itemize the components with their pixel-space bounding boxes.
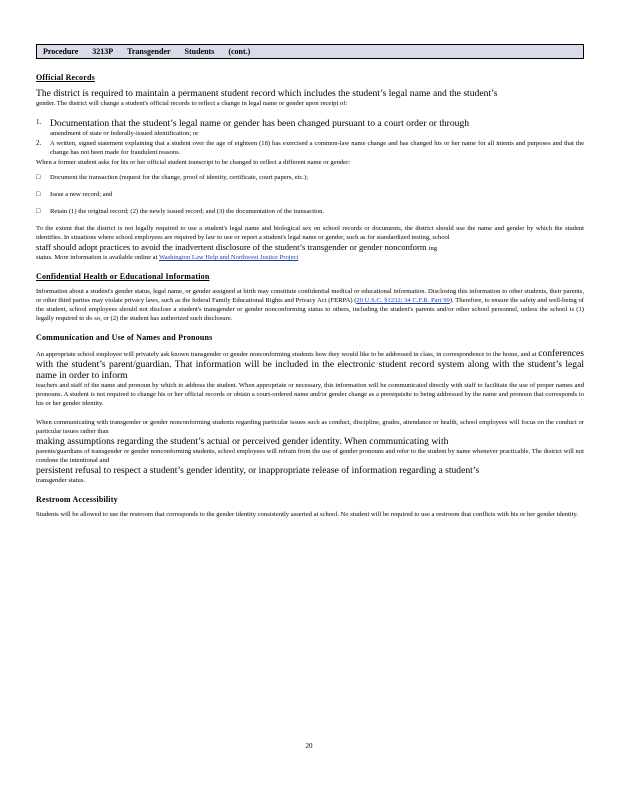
bullet-text: Issue a new record; and bbox=[50, 191, 113, 198]
header-word2: Students bbox=[184, 47, 215, 56]
communication-p2 bbox=[36, 418, 584, 436]
communication-p1-big: conferences with the student’s parent/guardian. That information will be included in the electronic student record system along with the student’s legal name in order to inform bbox=[36, 348, 584, 381]
communication-p2-small: When communicating with transgender or gender nonconforming students regarding particular issues such as conduct, discipline, grades, attendance or health, school employees will focus on the conduct or particular issues rather than bbox=[36, 419, 584, 435]
records-item-1 bbox=[36, 118, 584, 138]
heading-restroom: Restroom Accessibility bbox=[36, 495, 118, 504]
confidential-body-post: ). Therefore, to ensure the safety and well-being of the student, school employees should not disclose a student's transgender or gender nonconforming status to others, including the student's parents and/or other school personnel, unless the school is (1) legally required to do so, or (2) the student has authorized such disclosure. bbox=[36, 297, 584, 322]
records-item-1-small: amendment of state or federally-issued identification; or bbox=[50, 130, 199, 137]
communication-p1-small2: teachers and staff of the name and pronoun by which to address the student. When appropriate or necessary, this information will be communicated directly with staff to facilitate the use of proper names and pronouns. A student is not required to change his or her official records or obtain a court-ordered name and/or gender change as a prerequisite to being addressed by the name and pronoun that corresponds to his or her gender identity. bbox=[36, 382, 584, 407]
records-item-2 bbox=[36, 139, 584, 157]
restroom-body: Students will be allowed to use the restroom that corresponds to the gender identity consistently asserted at school. No student will be required to use a restroom that conflicts with his or her gender identity. bbox=[36, 511, 578, 518]
communication-p2-big: making assumptions regarding the student’s actual or perceived gender identity. When communicating with bbox=[36, 436, 449, 447]
bullet-item bbox=[36, 207, 584, 216]
header-procedure: Procedure bbox=[43, 47, 79, 56]
transcript-request-text: When a former student asks for his or her official student transcript to be changed to reflect a different name or gender: bbox=[36, 159, 351, 166]
page-number: 20 bbox=[305, 742, 313, 750]
confidential-body-pre: Information about a student's gender status, legal name, or gender assigned at birth may constitute confidential medical or educational information. Disclosing this information to other students, their parents, or other third parties may violate privacy laws, such as the federal Family Educational Rights and Privacy Act (FERPA) ( bbox=[36, 288, 584, 304]
washington-law-help-link[interactable]: Washington Law Help and Northwest Justice Project bbox=[158, 254, 299, 261]
records-item-1-big: Documentation that the student’s legal name or gender has been changed pursuant to a court order or through bbox=[50, 118, 470, 129]
records-intro-small: gender. The district will change a student's official records to reflect a change in legal name or gender upon receipt of: bbox=[36, 100, 348, 107]
bullet-text: Document the transaction (request for the change, proof of identity, certificate, court papers, etc.); bbox=[50, 174, 309, 181]
heading-official-records: Official Records bbox=[36, 73, 95, 82]
section-communication bbox=[36, 333, 584, 485]
communication-p1-small: An appropriate school employee will privately ask known transgender or gender nonconforming students how they would like to be addressed in class, in correspondence to the home, and at bbox=[36, 351, 537, 358]
section-official-records bbox=[36, 73, 584, 262]
records-extent-tail: ing bbox=[428, 245, 438, 252]
communication-p2-small2: parents/guardians of transgender or gender nonconforming students, school employees will refrain from the use of gender pronouns and refer to the student by name whenever practicable. The district will not condone the intentional and bbox=[36, 448, 584, 464]
records-item-2-small: A written, signed statement explaining that a student over the age of eighteen (18) has exercised a common-law name change and has changed his or her name for all intents and purposes and that the change has not been made for fraudulent reasons. bbox=[50, 140, 584, 156]
communication-p2-small3: transgender status. bbox=[36, 477, 86, 484]
header-word1: Transgender bbox=[127, 47, 171, 56]
records-status-text: status. More information is available online at bbox=[36, 254, 158, 261]
ferpa-citation-link[interactable]: 20 U.S.C. §1232; 34 C.F.R. Part 99 bbox=[356, 297, 450, 304]
heading-confidential: Confidential Health or Educational Information bbox=[36, 272, 210, 281]
document-page bbox=[36, 44, 584, 519]
records-extent-small: To the extent that the district is not legally required to use a student's legal name and biological sex on school records or documents, the district should use the name and gender by which the student identifies. In situations where school employees are required by law to use or report a student's legal name or gender, such as for standardized testing, school bbox=[36, 225, 584, 241]
records-item-2-number: 2. bbox=[36, 139, 42, 147]
records-extent-line bbox=[36, 242, 584, 253]
section-restroom bbox=[36, 495, 584, 519]
checkbox-icon: □ bbox=[36, 190, 41, 198]
checkbox-icon: □ bbox=[36, 173, 41, 181]
records-intro-big: The district is required to maintain a permanent student record which includes the student’s legal name and the student’s bbox=[36, 88, 498, 99]
records-status-line bbox=[36, 253, 584, 262]
bullet-item bbox=[36, 173, 584, 182]
communication-p1 bbox=[36, 348, 584, 381]
header-cont: (cont.) bbox=[228, 47, 251, 56]
transcript-bullet-list bbox=[36, 173, 584, 216]
communication-p2-big2: persistent refusal to respect a student’s gender identity, or inappropriate release of information regarding a student’s bbox=[36, 465, 480, 476]
checkbox-icon: □ bbox=[36, 207, 41, 215]
records-extent-big: staff should adopt practices to avoid the inadvertent disclosure of the student’s transgender or gender nonconform bbox=[36, 242, 427, 252]
records-item-1-number: 1. bbox=[36, 118, 42, 126]
bullet-text: Retain (1) the original record; (2) the newly issued record; and (3) the documentation of the transaction. bbox=[50, 208, 325, 215]
section-confidential bbox=[36, 272, 584, 323]
heading-communication: Communication and Use of Names and Pronouns bbox=[36, 333, 213, 342]
confidential-body bbox=[36, 287, 584, 323]
bullet-item bbox=[36, 190, 584, 199]
header-code: 3213P bbox=[92, 47, 114, 56]
procedure-header-bar bbox=[36, 44, 584, 59]
